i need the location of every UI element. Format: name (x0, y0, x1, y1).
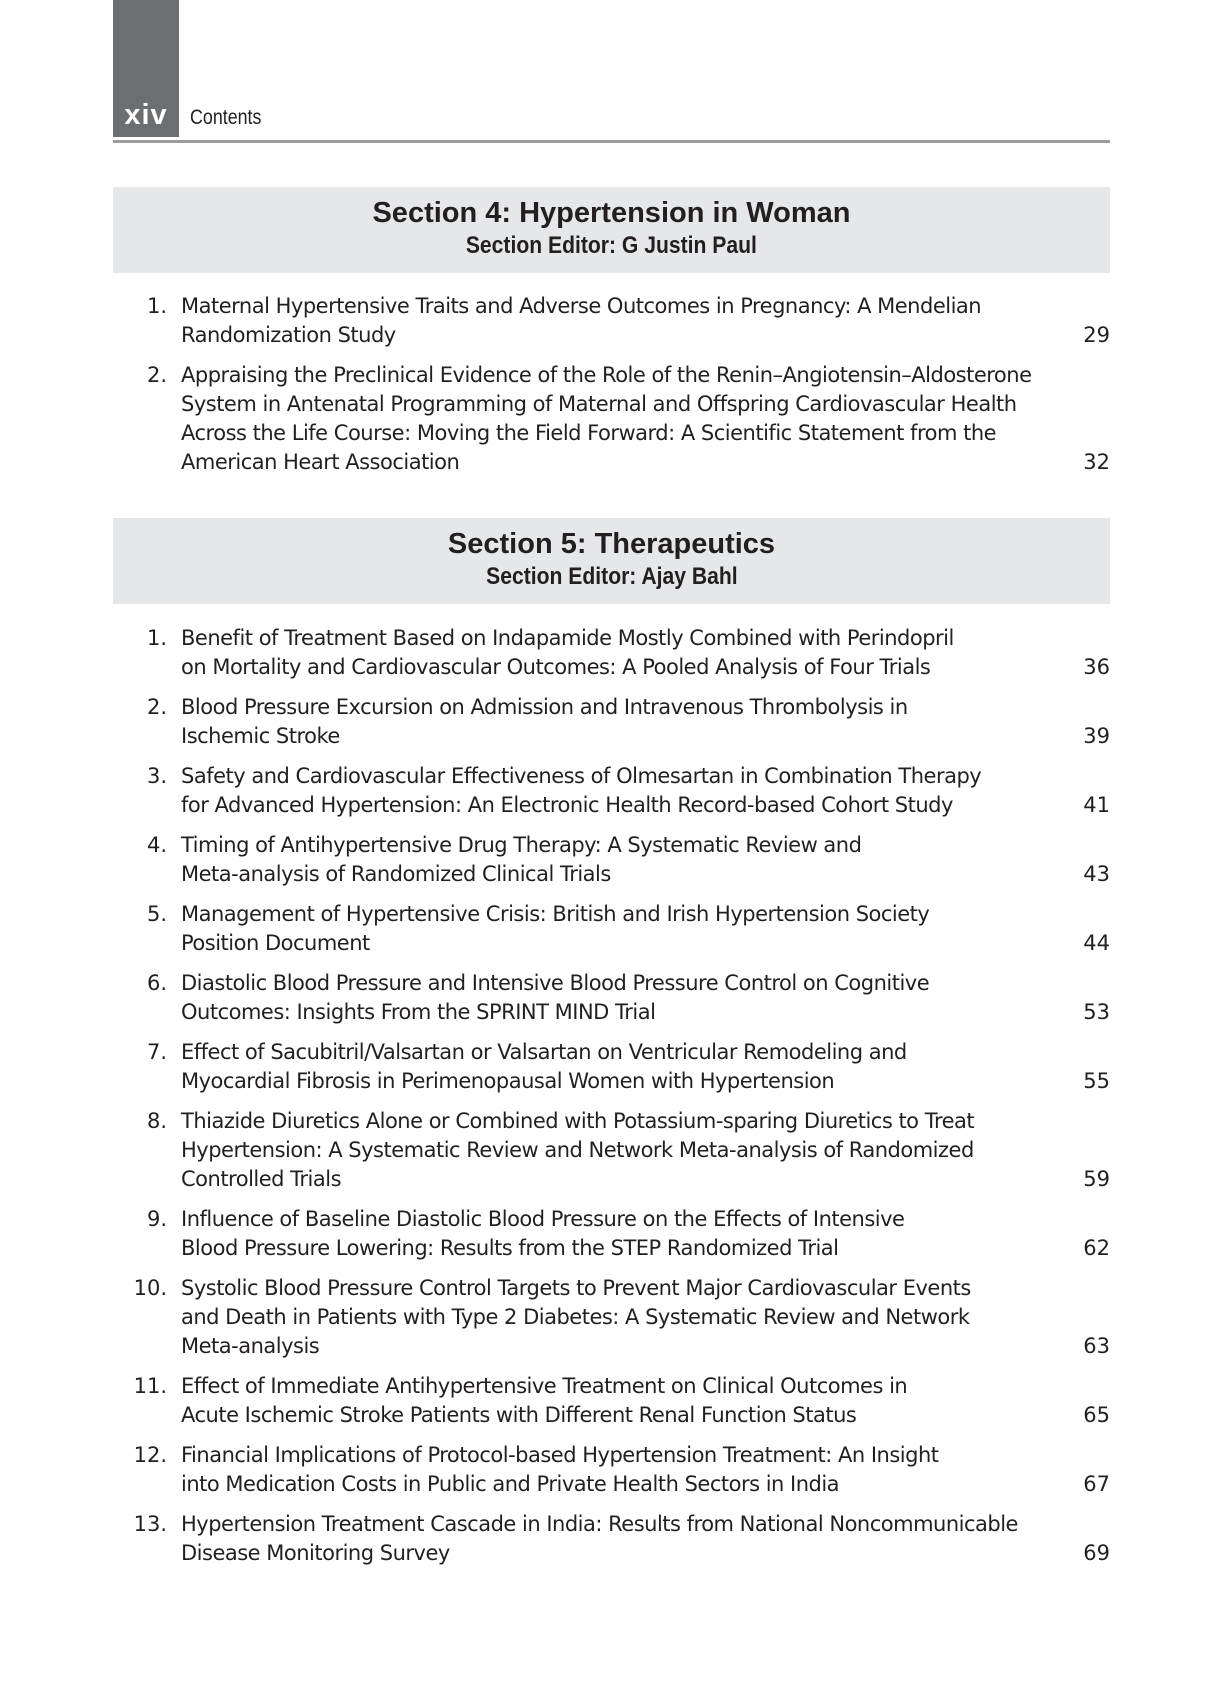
entry-title-line: Maternal Hypertensive Traits and Adverse Outcomes in Pregnancy: A Mendelian (181, 294, 982, 318)
section-editor: Section Editor: Ajay Bahl (485, 563, 738, 590)
entry-title-line: Meta-analysis of Randomized Clinical Trials (181, 862, 611, 886)
section-4-entries (113, 292, 1110, 488)
entry-title-line: Management of Hypertensive Crisis: British and Irish Hypertension Society (181, 902, 930, 926)
page-number-tab (113, 0, 179, 137)
toc-entry[interactable] (113, 624, 1110, 682)
running-title: Contents (190, 106, 262, 129)
entry-title-line: Effect of Immediate Antihypertensive Treatment on Clinical Outcomes in (181, 1374, 908, 1398)
section-5-header (113, 518, 1110, 604)
entry-title (181, 900, 1053, 958)
entry-title (181, 1038, 1053, 1096)
section-title: Section 5: Therapeutics (447, 528, 776, 560)
entry-number: 10. (133, 1276, 167, 1300)
entry-title-line: Myocardial Fibrosis in Perimenopausal Women with Hypertension (181, 1069, 835, 1093)
toc-entry[interactable] (113, 1441, 1110, 1499)
section-4-header (113, 187, 1110, 273)
page-number: xiv (124, 99, 168, 131)
entry-title-line: Timing of Antihypertensive Drug Therapy: A Systematic Review and (181, 833, 862, 857)
entry-page-number: 32 (1083, 450, 1110, 474)
entry-page-number: 67 (1083, 1472, 1110, 1496)
entry-title-line: Hypertension Treatment Cascade in India: Results from National Noncommunicable (181, 1512, 1018, 1536)
entry-title-line: Blood Pressure Lowering: Results from the STEP Randomized Trial (181, 1236, 839, 1260)
entry-title-line: Blood Pressure Excursion on Admission and Intravenous Thrombolysis in (181, 695, 908, 719)
entry-page-number: 36 (1083, 655, 1110, 679)
entry-number: 3. (146, 764, 167, 788)
entry-title-line: Across the Life Course: Moving the Field Forward: A Scientific Statement from the (181, 421, 997, 445)
entry-page-number: 41 (1083, 793, 1110, 817)
toc-entry[interactable] (113, 1107, 1110, 1194)
entry-title (181, 1205, 1053, 1263)
entry-number: 5. (146, 902, 167, 926)
entry-title-line: and Death in Patients with Type 2 Diabetes: A Systematic Review and Network (181, 1305, 970, 1329)
entry-number: 12. (133, 1443, 167, 1467)
entry-title-line: Thiazide Diuretics Alone or Combined with Potassium-sparing Diuretics to Treat (181, 1109, 975, 1133)
entry-number: 8. (146, 1109, 167, 1133)
entry-title-line: Hypertension: A Systematic Review and Network Meta-analysis of Randomized (181, 1138, 974, 1162)
entry-title-line: for Advanced Hypertension: An Electronic Health Record-based Cohort Study (181, 793, 953, 817)
entry-title (181, 1107, 1053, 1194)
toc-entry[interactable] (113, 762, 1110, 820)
entry-title (181, 1372, 1053, 1430)
entry-page-number: 59 (1083, 1167, 1110, 1191)
entry-title-line: Position Document (181, 931, 370, 955)
entry-number: 1. (146, 294, 167, 318)
entry-page-number: 39 (1083, 724, 1110, 748)
toc-entry[interactable] (113, 1274, 1110, 1361)
entry-page-number: 43 (1083, 862, 1110, 886)
entry-title-line: Appraising the Preclinical Evidence of the Role of the Renin–Angiotensin–Aldosterone (181, 363, 1032, 387)
toc-entry[interactable] (113, 1510, 1110, 1568)
toc-entry[interactable] (113, 693, 1110, 751)
entry-title (181, 292, 1053, 350)
entry-page-number: 63 (1083, 1334, 1110, 1358)
entry-page-number: 55 (1083, 1069, 1110, 1093)
entry-title-line: Financial Implications of Protocol-based Hypertension Treatment: An Insight (181, 1443, 939, 1467)
toc-entry[interactable] (113, 1205, 1110, 1263)
entry-title-line: Ischemic Stroke (181, 724, 340, 748)
entry-title (181, 361, 1053, 477)
header-rule (113, 140, 1110, 143)
entry-number: 9. (146, 1207, 167, 1231)
entry-title-line: Safety and Cardiovascular Effectiveness of Olmesartan in Combination Therapy (181, 764, 982, 788)
entry-title-line: American Heart Association (181, 450, 460, 474)
entry-title-line: on Mortality and Cardiovascular Outcomes: A Pooled Analysis of Four Trials (181, 655, 931, 679)
toc-entry[interactable] (113, 1038, 1110, 1096)
entry-page-number: 29 (1083, 323, 1110, 347)
entry-page-number: 65 (1083, 1403, 1110, 1427)
entry-title (181, 831, 1053, 889)
entry-number: 2. (146, 695, 167, 719)
entry-title (181, 969, 1053, 1027)
entry-title-line: Systolic Blood Pressure Control Targets to Prevent Major Cardiovascular Events (181, 1276, 971, 1300)
entry-title-line: Influence of Baseline Diastolic Blood Pressure on the Effects of Intensive (181, 1207, 905, 1231)
entry-page-number: 69 (1083, 1541, 1110, 1565)
section-5-entries (113, 624, 1110, 1579)
entry-page-number: 62 (1083, 1236, 1110, 1260)
entry-number: 6. (146, 971, 167, 995)
entry-number: 1. (146, 626, 167, 650)
section-title: Section 4: Hypertension in Woman (372, 197, 851, 229)
toc-entry[interactable] (113, 969, 1110, 1027)
entry-title (181, 1510, 1053, 1568)
entry-title (181, 762, 1053, 820)
toc-entry[interactable] (113, 1372, 1110, 1430)
entry-page-number: 53 (1083, 1000, 1110, 1024)
entry-title-line: Benefit of Treatment Based on Indapamide Mostly Combined with Perindopril (181, 626, 954, 650)
entry-number: 13. (133, 1512, 167, 1536)
entry-page-number: 44 (1083, 931, 1110, 955)
entry-title-line: Diastolic Blood Pressure and Intensive Blood Pressure Control on Cognitive (181, 971, 930, 995)
entry-title-line: Effect of Sacubitril/Valsartan or Valsartan on Ventricular Remodeling and (181, 1040, 907, 1064)
toc-entry[interactable] (113, 292, 1110, 350)
toc-entry[interactable] (113, 361, 1110, 477)
entry-title-line: into Medication Costs in Public and Private Health Sectors in India (181, 1472, 840, 1496)
entry-title-line: Outcomes: Insights From the SPRINT MIND Trial (181, 1000, 656, 1024)
toc-entry[interactable] (113, 900, 1110, 958)
entry-title-line: System in Antenatal Programming of Maternal and Offspring Cardiovascular Health (181, 392, 1017, 416)
entry-number: 11. (133, 1374, 167, 1398)
entry-title-line: Disease Monitoring Survey (181, 1541, 450, 1565)
entry-number: 2. (146, 363, 167, 387)
entry-title-line: Controlled Trials (181, 1167, 342, 1191)
entry-title (181, 1274, 1053, 1361)
entry-title (181, 624, 1053, 682)
entry-title (181, 1441, 1053, 1499)
entry-title-line: Meta-analysis (181, 1334, 320, 1358)
entry-number: 4. (146, 833, 167, 857)
section-editor: Section Editor: G Justin Paul (465, 232, 758, 259)
entry-title-line: Acute Ischemic Stroke Patients with Different Renal Function Status (181, 1403, 857, 1427)
entry-number: 7. (146, 1040, 167, 1064)
entry-title-line: Randomization Study (181, 323, 396, 347)
entry-title (181, 693, 1053, 751)
toc-entry[interactable] (113, 831, 1110, 889)
